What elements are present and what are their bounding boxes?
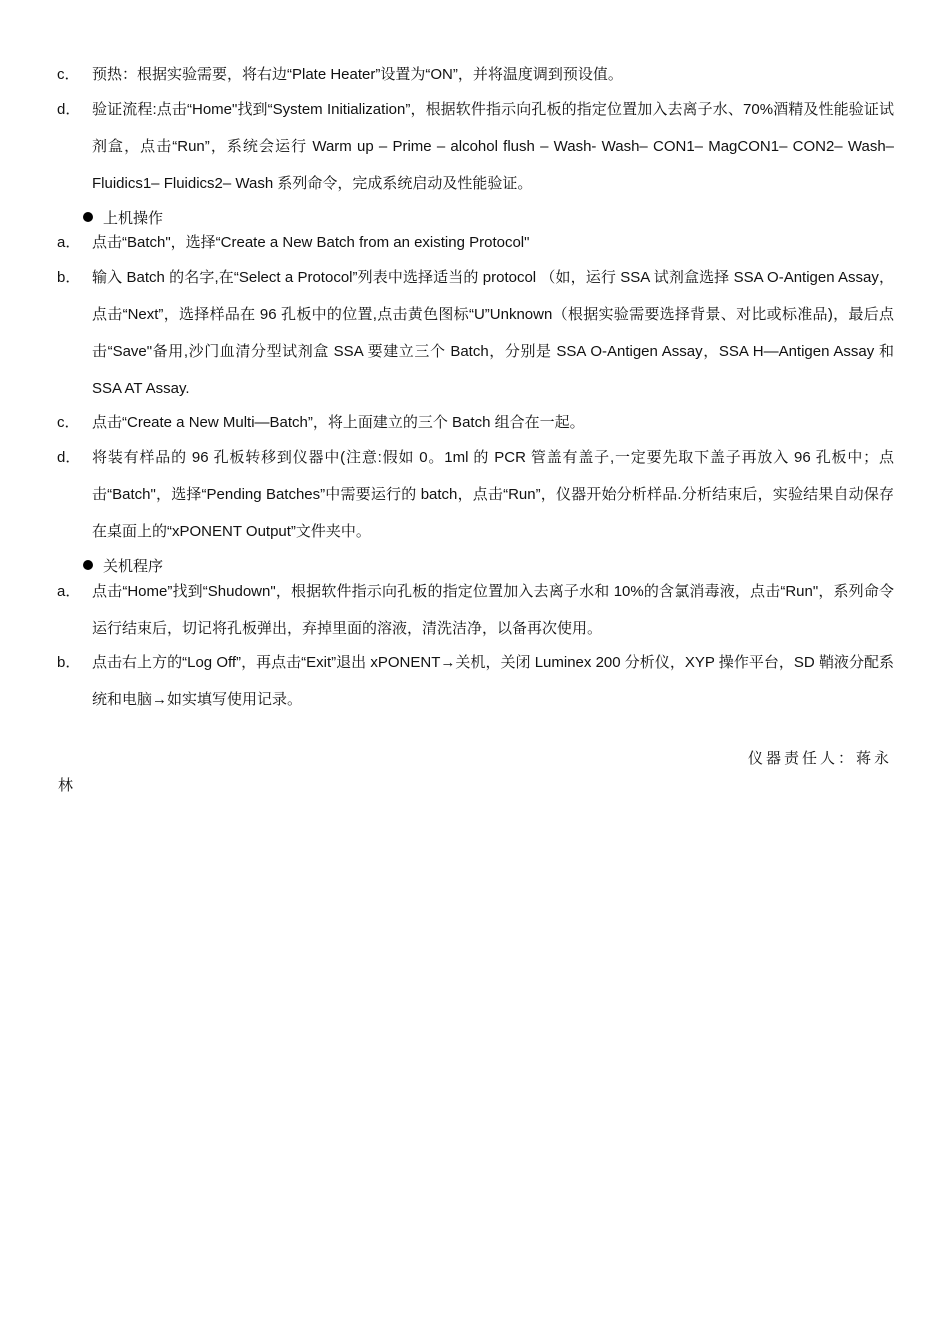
bullet-icon	[83, 560, 93, 570]
shutdown-step-b	[55, 644, 895, 718]
step-text: 点击“Create a New Multi—Batch”，将上面建立的三个 Batch 组合在一起。	[92, 414, 585, 431]
step-marker: d．	[57, 101, 81, 118]
bullet-icon	[83, 212, 93, 222]
signature-wrap: 林	[58, 776, 74, 794]
operation-step-d	[55, 439, 895, 550]
step-marker: a．	[57, 234, 81, 251]
step-text: 点击“Home”找到“Shudown"，根据软件指示向孔板的指定位置加入去离子水和 10%的含氯消毒液，点击“Run"，系列命令运行结束后，切记将孔板弹出，弃掉里面的溶液，清洗洁净，以备再次使用。	[92, 583, 894, 637]
shutdown-step-a	[55, 573, 895, 647]
section-title: 上机操作	[103, 209, 164, 227]
step-text: 点击“Batch"，选择“Create a New Batch from an existing Protocol"	[92, 234, 530, 251]
step-marker: a．	[57, 583, 81, 600]
step-text: 预热：根据实验需要，将右边“Plate Heater”设置为“ON”，并将温度调到预设值。	[92, 66, 623, 83]
operation-step-b	[55, 259, 895, 407]
step-marker: c．	[57, 414, 80, 431]
step-marker: b．	[57, 654, 81, 671]
step-marker: b．	[57, 269, 81, 286]
step-d-verification	[55, 91, 895, 202]
step-text: 输入 Batch 的名字,在“Select a Protocol”列表中选择适当的 protocol （如，运行 SSA 试剂盒选择 SSA O-Antigen Assay，点击“Next”，选择样品在 96 孔板中的位置,点击黄色图标“U”Unknown（根据实验需要选择背景、对比或标准品)，最后点击“Save"备用,沙门血清分型试剂盒 SSA 要建立三个 Batch，分别是 SSA O-Antigen Assay，SSA H—Antigen Assay 和 SSA AT Assay.	[92, 269, 894, 397]
signature-label: 仪器责任人：蒋永	[747, 749, 892, 767]
section-title: 关机程序	[103, 557, 164, 575]
step-text: 将装有样品的 96 孔板转移到仪器中(注意:假如 0。1ml 的 PCR 管盖有盖子,一定要先取下盖子再放入 96 孔板中；点击“Batch"，选择“Pending Batches”中需要运行的 batch，点击“Run”，仪器开始分析样品.分析结束后，实验结果自动保存在桌面上的“xPONENT Output”文件夹中。	[92, 449, 894, 540]
step-marker: c．	[57, 66, 80, 83]
step-text: 验证流程:点击“Home"找到“System Initialization”，根据软件指示向孔板的指定位置加入去离子水、70%酒精及性能验证试剂盒，点击“Run”，系统会运行 Warm up – Prime – alcohol flush – Wash- Wash– CON1– MagCON1– CON2– Wash– Fluidics1– Fluidics2– Wash 系列命令，完成系统启动及性能验证。	[92, 101, 894, 192]
step-c-preheat	[55, 56, 895, 93]
step-text: 点击右上方的“Log Off”，再点击“Exit”退出 xPONENT→关机，关闭 Luminex 200 分析仪，XYP 操作平台，SD 鞘液分配系统和电脑→如实填写使用记录。	[92, 654, 894, 708]
step-marker: d．	[57, 449, 81, 466]
operation-step-a	[55, 224, 895, 261]
operation-step-c	[55, 404, 895, 441]
